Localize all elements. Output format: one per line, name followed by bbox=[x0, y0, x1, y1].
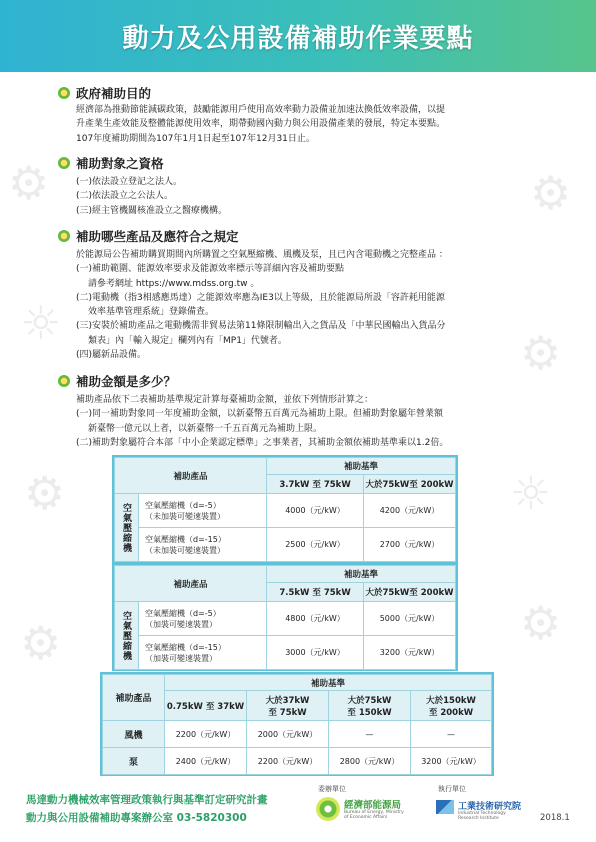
table-cell: 3000（元/kW） bbox=[267, 636, 364, 670]
table-row-label: 風機 bbox=[103, 721, 165, 748]
section-heading-text: 補助哪些產品及應符合之規定 bbox=[76, 229, 239, 244]
gear-icon: ⚙ bbox=[8, 156, 50, 210]
bullet-icon bbox=[58, 375, 70, 387]
text-line: (一)依法設立登記之法人。 bbox=[76, 177, 183, 187]
section-heading bbox=[58, 227, 239, 245]
table-header-standard: 補助基準 bbox=[165, 675, 492, 691]
text-line: (一)補助範圍、能源效率要求及能源效率標示等詳細內容及補助要點 bbox=[76, 264, 345, 275]
subsidy-table-fan-pump bbox=[100, 672, 494, 776]
row-label-line: （加裝可變速裝置） bbox=[145, 653, 217, 663]
table-col-header: 大於75kW至 200kW bbox=[364, 475, 456, 494]
row-label-line: （未加裝可變速裝置） bbox=[145, 511, 225, 521]
col-header-line: 至 150kW bbox=[347, 707, 392, 718]
executor-label: 執行單位 bbox=[438, 785, 466, 793]
text-line: 經濟部為推動節能減碳政策，鼓勵能源用戶使用高效率動力設備並加速汰換低效率設備，以提 bbox=[76, 105, 446, 115]
text-line: 新臺幣一億元以上者，以新臺幣一千五百萬元為補助上限。 bbox=[88, 423, 323, 434]
commission-label: 委辦單位 bbox=[318, 785, 346, 793]
boe-logo-icon bbox=[316, 797, 340, 821]
section-body bbox=[76, 393, 556, 450]
table-cell: 4200（元/kW） bbox=[364, 494, 456, 528]
gear-icon: ⚙ bbox=[520, 596, 562, 650]
footer-project-name: 馬達動力機械效率管理政策執行與基準訂定研究計畫 bbox=[26, 794, 268, 806]
col-header-line: 大於75kW bbox=[347, 695, 392, 706]
section-body bbox=[76, 103, 556, 146]
table-cell: — bbox=[329, 721, 411, 748]
section-heading-text: 政府補助目的 bbox=[76, 86, 152, 101]
bullet-icon bbox=[58, 87, 70, 99]
table-cell: 4800（元/kW） bbox=[267, 602, 364, 636]
table-header-product: 補助產品 bbox=[115, 458, 267, 494]
table-cell: 2500（元/kW） bbox=[267, 528, 364, 562]
table-row-label bbox=[139, 602, 267, 636]
subsidy-table-compressor-fixed bbox=[112, 455, 458, 563]
bullet-icon bbox=[58, 157, 70, 169]
table-cell: 2200（元/kW） bbox=[165, 721, 247, 748]
row-label-line: 空氣壓縮機（d=-5） bbox=[145, 500, 221, 510]
text-line: (三)安裝於補助產品之電動機需非貿易法第11條限制輸出入之貨品及「中華民國輸出入貨品分 bbox=[76, 321, 446, 332]
table-cell: 2200（元/kW） bbox=[247, 748, 329, 775]
table-cell: 2000（元/kW） bbox=[247, 721, 329, 748]
table-row-label bbox=[139, 494, 267, 528]
itri-english-name: Industrial Technology Research Institute bbox=[458, 811, 506, 821]
text-line: 於能源局公告補助購買期間內所購置之空氣壓縮機、風機及泵，且已內含電動機之完整產品 ： bbox=[76, 250, 448, 260]
row-label-line: 空氣壓縮機（d=-15） bbox=[145, 534, 226, 544]
text-line: 補助產品依下二表補助基準規定計算每臺補助金額，並依下列情形計算之： bbox=[76, 395, 374, 405]
table-header-standard: 補助基準 bbox=[267, 566, 456, 583]
gear-icon: ⚙ bbox=[24, 466, 66, 520]
table-header-product: 補助產品 bbox=[103, 675, 165, 721]
table-col-header bbox=[165, 691, 247, 721]
col-header-line: 0.75kW 至 37kW bbox=[166, 701, 245, 712]
text-line: (二)電動機（指3相感應馬達）之能源效率應為IE3以上等級，且於能源局所設「容許耗用能源 bbox=[76, 292, 445, 303]
bulb-icon: ☼ bbox=[510, 466, 552, 520]
table-col-header bbox=[411, 691, 492, 721]
bulb-icon: ☼ bbox=[20, 296, 62, 350]
text-line: (二)依法設立之公法人。 bbox=[76, 191, 174, 202]
row-label-line: （加裝可變速裝置） bbox=[145, 619, 217, 629]
boe-name: 經濟部能源局 bbox=[344, 800, 402, 811]
text-line: 效率基準管理系統」登錄備查。 bbox=[88, 307, 215, 318]
section-heading bbox=[58, 84, 151, 102]
text-line: 類表」內「輸入規定」欄列內有「MP1」代號者。 bbox=[88, 335, 287, 346]
table-col-header: 大於75kW至 200kW bbox=[364, 583, 456, 602]
row-label-line: 空氣壓縮機（d=-5） bbox=[145, 608, 221, 618]
section-body bbox=[76, 175, 556, 218]
table-cell: — bbox=[411, 721, 492, 748]
table-col-header bbox=[247, 691, 329, 721]
boe-english-name: Bureau of Energy, Ministry of Economic Affairs bbox=[344, 810, 404, 820]
text-line: (二)補助對象屬符合本部「中小企業認定標準」之事業者，其補助金額依補助基準乘以1.2倍。 bbox=[76, 437, 449, 448]
table-group-label: 空氣壓縮機 bbox=[115, 602, 139, 670]
text-line: (三)經主管機關核准設立之醫療機構。 bbox=[76, 205, 228, 216]
table-col-header: 7.5kW 至 75kW bbox=[267, 583, 364, 602]
text-line: (四)屬新品設備。 bbox=[76, 350, 147, 361]
table-cell: 2700（元/kW） bbox=[364, 528, 456, 562]
section-heading bbox=[58, 154, 164, 172]
bullet-icon bbox=[58, 230, 70, 242]
text-line: (一)同一補助對象同一年度補助金額，以新臺幣五百萬元為補助上限。但補助對象屬年營業額 bbox=[76, 409, 444, 420]
itri-name: 工業技術研究院 bbox=[458, 802, 522, 812]
row-label-line: 空氣壓縮機（d=-15） bbox=[145, 642, 226, 652]
text-line: 升產業生產效能及整體能源使用效率，期帶動國內動力與公用設備產業的發展，特定本要點。 bbox=[76, 119, 446, 130]
gear-icon: ⚙ bbox=[20, 616, 62, 670]
row-label-line: （未加裝可變速裝置） bbox=[145, 545, 225, 555]
col-header-line: 至 75kW bbox=[268, 707, 307, 718]
gear-icon: ⚙ bbox=[530, 166, 572, 220]
table-col-header bbox=[329, 691, 411, 721]
table-header-product: 補助產品 bbox=[115, 566, 267, 602]
table-row-label bbox=[139, 636, 267, 670]
table-cell: 5000（元/kW） bbox=[364, 602, 456, 636]
table-cell: 3200（元/kW） bbox=[411, 748, 492, 775]
table-cell: 3200（元/kW） bbox=[364, 636, 456, 670]
text-line: 請參考網址 https://www.mdss.org.tw 。 bbox=[88, 278, 260, 289]
col-header-line: 大於150kW bbox=[426, 695, 476, 706]
table-col-header: 3.7kW 至 75kW bbox=[267, 475, 364, 494]
section-body bbox=[76, 248, 556, 362]
table-header-standard: 補助基準 bbox=[267, 458, 456, 475]
table-row-label bbox=[139, 528, 267, 562]
col-header-line: 大於37kW bbox=[265, 695, 310, 706]
table-group-label: 空氣壓縮機 bbox=[115, 494, 139, 562]
table-row-label: 泵 bbox=[103, 748, 165, 775]
gear-icon: ⚙ bbox=[520, 326, 562, 380]
section-heading-text: 補助對象之資格 bbox=[76, 156, 164, 171]
table-cell: 2800（元/kW） bbox=[329, 748, 411, 775]
page-title: 動力及公用設備補助作業要點 bbox=[122, 24, 474, 54]
section-heading bbox=[58, 372, 176, 390]
subsidy-table-compressor-vsd bbox=[112, 563, 458, 671]
text-line: 107年度補助期間為107年1月1日起至107年12月31日止。 bbox=[76, 133, 315, 144]
col-header-line: 至 200kW bbox=[428, 707, 474, 718]
table-cell: 4000（元/kW） bbox=[267, 494, 364, 528]
itri-logo-icon bbox=[436, 800, 454, 814]
section-heading-text: 補助金額是多少？ bbox=[76, 374, 177, 389]
table-cell: 2400（元/kW） bbox=[165, 748, 247, 775]
footer-office-contact: 動力與公用設備補助專案辦公室 03-5820300 bbox=[26, 812, 247, 824]
publish-date: 2018.1 bbox=[540, 813, 570, 823]
